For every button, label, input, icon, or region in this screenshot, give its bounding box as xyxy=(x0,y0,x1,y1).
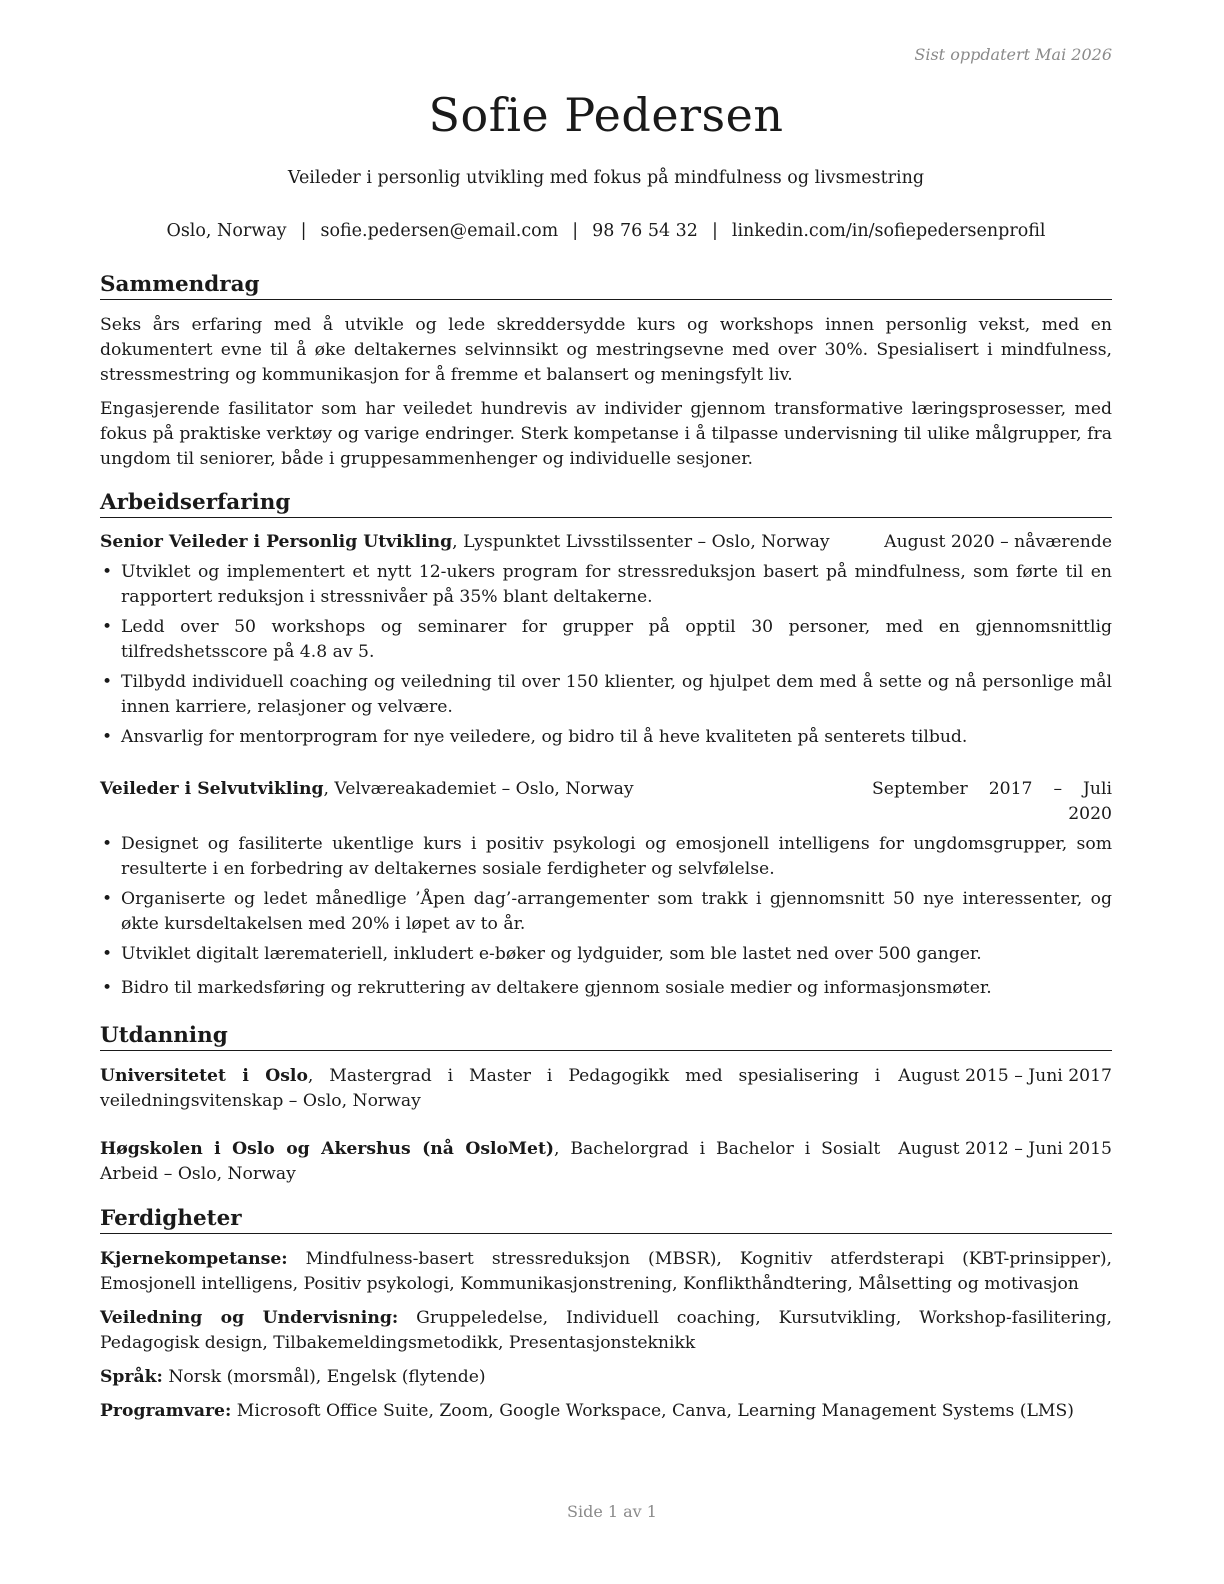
list-item: • Designet og fasiliterte ukentlige kurs i positiv psykologi og emosjonell intelligens for ungdomsgrupper, som resulterte i en forbedring av deltakernes sosiale ferdigheter og selvfølelse. xyxy=(102,834,1112,879)
bullet-icon: • xyxy=(102,617,113,637)
section-title-experience: Arbeidserfaring xyxy=(100,490,1112,518)
candidate-name: Sofie Pedersen xyxy=(428,88,784,142)
skill-label: Kjernekompetanse: xyxy=(100,1249,288,1269)
job-entry xyxy=(100,530,1112,750)
education-section xyxy=(100,1023,1112,1187)
job-entry xyxy=(100,777,1112,1001)
section-title-skills: Ferdigheter xyxy=(100,1206,1112,1234)
last-updated: Sist oppdatert Mai 2026 xyxy=(914,45,1112,64)
bullet-icon: • xyxy=(102,562,113,582)
job-role: Veileder i Selvutvikling xyxy=(100,779,324,799)
education-dates: August 2012 – Juni 2015 xyxy=(898,1139,1112,1159)
education-school: Universitetet i Oslo xyxy=(100,1066,308,1086)
list-item: • Utviklet digitalt læremateriell, inkludert e-bøker og lydguider, som ble lastet ned over 500 ganger. xyxy=(100,942,1112,967)
job-bullets xyxy=(100,560,1112,750)
skill-label: Veiledning og Undervisning: xyxy=(100,1308,399,1328)
education-detail: , Bachelorgrad i Bachelor i Sosialt Arbeid – Oslo, Norway xyxy=(100,1139,881,1184)
summary-section xyxy=(100,272,1112,472)
contact-email[interactable]: sofie.pedersen@email.com xyxy=(320,221,559,241)
summary-paragraph: Engasjerende fasilitator som har veiledet hundrevis av individer gjennom transformative læringsprosesser, med fokus på praktiske verktøy og varige endringer. Sterk kompetanse i å tilpasse undervisning til ulike målgrupper, fra ungdom til seniorer, både i gruppesammenhenger og individuelle sesjoner. xyxy=(100,399,1112,469)
job-dates: September 2017 – Juli 2020 xyxy=(872,779,1112,824)
skill-text: Gruppeledelse, Individuell coaching, Kursutvikling, Workshop-fasilitering, Pedagogisk design, Tilbakemeldingsmetodikk, Presentasjonsteknikk xyxy=(100,1308,1112,1353)
skill-text: Mindfulness-basert stressreduksjon (MBSR), Kognitiv atferdsterapi (KBT-prinsipper), Emosjonell intelligens, Positiv psykologi, Kommunikasjonstrening, Konflikthåndtering, Målsetting og motivasjon xyxy=(100,1249,1112,1294)
job-org: , Lyspunktet Livsstilssenter – Oslo, Norway xyxy=(452,532,830,552)
skill-group xyxy=(100,1247,1112,1297)
skill-label: Programvare: xyxy=(100,1401,232,1421)
bullet-icon: • xyxy=(102,944,113,964)
bullet-icon: • xyxy=(102,727,113,747)
experience-section xyxy=(100,490,1112,1001)
list-item: • Organiserte og ledet månedlige ’Åpen dag’-arrangementer som trakk i gjennomsnitt 50 nye interessenter, og økte kursdeltakelsen med 20% i løpet av to år. xyxy=(102,889,1112,934)
job-bullets xyxy=(100,832,1112,1001)
job-header xyxy=(100,530,1112,555)
skill-text: Microsoft Office Suite, Zoom, Google Workspace, Canva, Learning Management Systems (LMS) xyxy=(231,1401,1074,1421)
job-header xyxy=(100,777,1112,827)
list-item: • Tilbydd individuell coaching og veiledning til over 150 klienter, og hjulpet dem med å sette og nå personlige mål innen karriere, relasjoner og velvære. xyxy=(102,672,1112,717)
list-item: • Ansvarlig for mentorprogram for nye veiledere, og bidro til å heve kvaliteten på senterets tilbud. xyxy=(100,725,1112,750)
skill-group xyxy=(100,1306,1112,1356)
tagline: Veileder i personlig utvikling med fokus på mindfulness og livsmestring xyxy=(287,168,925,188)
skill-group xyxy=(100,1365,1112,1390)
job-role: Senior Veileder i Personlig Utvikling xyxy=(100,532,453,552)
contact-location: Oslo, Norway xyxy=(166,221,287,241)
skills-section xyxy=(100,1206,1112,1424)
education-dates: August 2015 – Juni 2017 xyxy=(898,1066,1112,1086)
contact-separator: | xyxy=(711,221,718,241)
education-school: Høgskolen i Oslo og Akershus (nå OsloMet) xyxy=(100,1139,555,1159)
skill-group xyxy=(100,1399,1112,1424)
section-title-summary: Sammendrag xyxy=(100,272,1112,300)
list-item: • Utviklet og implementert et nytt 12-ukers program for stressreduksjon basert på mindfulness, som førte til en rapportert reduksjon i stressnivåer på 35% blant deltakerne. xyxy=(102,562,1112,607)
contact-linkedin[interactable]: linkedin.com/in/sofiepedersenprofil xyxy=(731,221,1046,241)
job-dates: August 2020 – nåværende xyxy=(884,532,1112,552)
summary-paragraph: Seks års erfaring med å utvikle og lede skreddersydde kurs og workshops innen personlig vekst, med en dokumentert evne til å øke deltakernes selvinnsikt og mestringsevne med over 30%. Spesialisert i mindfulness, stressmestring og kommunikasjon for å fremme et balansert og meningsfylt liv. xyxy=(100,315,1112,385)
education-detail: , Mastergrad i Master i Pedagogikk med spesialisering i veiledningsvitenskap – Oslo, Norway xyxy=(100,1066,881,1111)
contact-line xyxy=(100,221,1112,241)
contact-separator: | xyxy=(300,221,307,241)
skill-label: Språk: xyxy=(100,1367,163,1387)
contact-phone[interactable]: 98 76 54 32 xyxy=(592,221,698,241)
list-item: • Bidro til markedsføring og rekruttering av deltakere gjennom sosiale medier og informasjonsmøter. xyxy=(100,976,1112,1001)
bullet-icon: • xyxy=(102,978,113,998)
skill-text: Norsk (morsmål), Engelsk (flytende) xyxy=(162,1367,486,1387)
bullet-icon: • xyxy=(102,834,113,854)
page-number: Side 1 av 1 xyxy=(567,1502,657,1521)
list-item: • Ledd over 50 workshops og seminarer for grupper på opptil 30 personer, med en gjennomsnittlig tilfredshetsscore på 4.8 av 5. xyxy=(102,617,1112,662)
section-title-education: Utdanning xyxy=(100,1023,1112,1051)
job-org: , Velværeakademiet – Oslo, Norway xyxy=(323,779,634,799)
education-entry xyxy=(100,1137,1112,1187)
bullet-icon: • xyxy=(102,672,113,692)
education-entry xyxy=(100,1064,1112,1114)
contact-separator: | xyxy=(572,221,579,241)
bullet-icon: • xyxy=(102,889,113,909)
